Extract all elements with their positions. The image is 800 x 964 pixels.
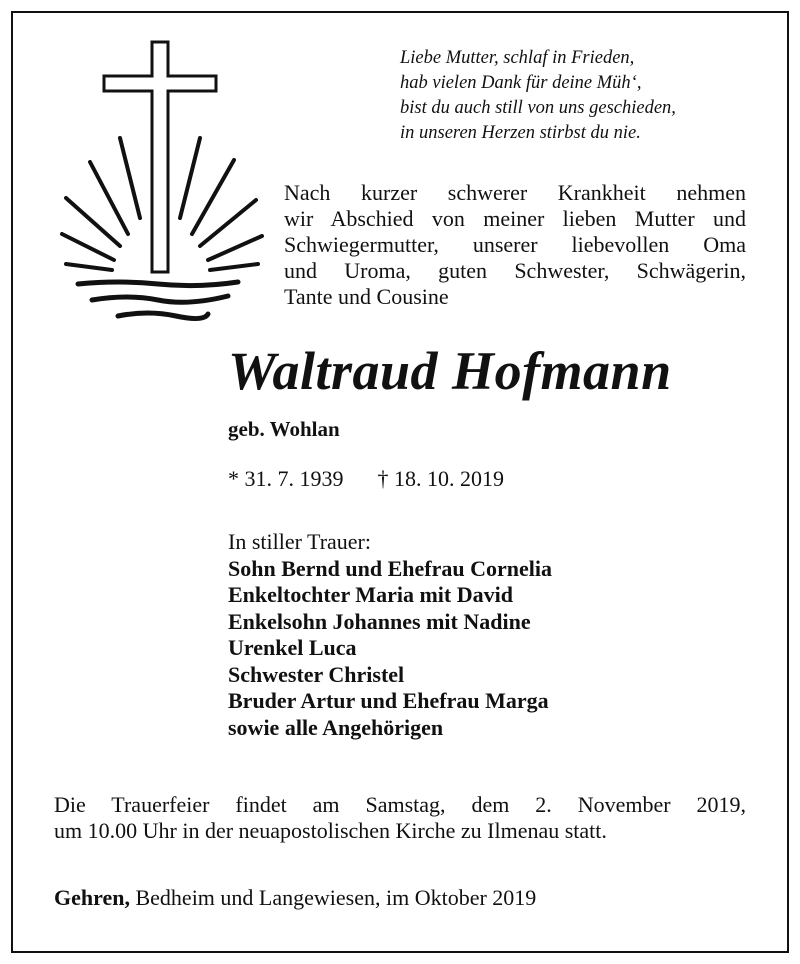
mourner: Urenkel Luca [228, 635, 357, 660]
mourner: Enkelsohn Johannes mit Nadine [228, 608, 531, 634]
life-dates [228, 466, 504, 492]
cross-over-water-sunrise-icon [58, 38, 268, 328]
funeral-info [54, 792, 746, 844]
announcement-line: Tante und Cousine [284, 284, 449, 309]
mourner: Sohn Bernd und Ehefrau Cornelia [228, 555, 552, 581]
maiden-name: geb. Wohlan [228, 417, 340, 441]
deceased-name: Waltraud Hofmann [228, 341, 672, 401]
poem-line: bist du auch still von uns geschieden, [400, 98, 676, 118]
poem-line: hab vielen Dank für deine Müh‘, [400, 73, 642, 93]
town-name: Gehren, [54, 885, 130, 910]
birth-date: * 31. 7. 1939 [228, 466, 344, 491]
mourner: Schwester Christel [228, 661, 405, 687]
mourners-heading: In stiller Trauer: [228, 529, 371, 554]
announcement-line: wir Abschied von meiner lieben Mutter und [284, 206, 746, 231]
announcement-line: Nach kurzer schwerer Krankheit nehmen [284, 180, 746, 205]
mourner: Bruder Artur und Ehefrau Marga [228, 688, 549, 713]
funeral-line: um 10.00 Uhr in der neuapostolischen Kirche zu Ilmenau statt. [54, 818, 607, 843]
mourner: sowie alle Angehörigen [228, 714, 444, 740]
announcement-line: und Uroma, guten Schwester, Schwägerin, [284, 258, 746, 283]
death-date: † 18. 10. 2019 [377, 466, 504, 491]
memorial-poem [400, 46, 760, 146]
poem-line: Liebe Mutter, schlaf in Frieden, [400, 48, 635, 68]
mourners-list [228, 529, 552, 741]
poem-line: in unseren Herzen stirbst du nie. [400, 123, 641, 143]
place-date-rest: Bedheim und Langewiesen, im Oktober 2019 [129, 885, 537, 910]
place-and-date [54, 885, 536, 911]
announcement-text [284, 180, 746, 310]
announcement-line: Schwiegermutter, unserer liebevollen Oma [284, 232, 746, 257]
mourner: Enkeltochter Maria mit David [228, 582, 513, 607]
funeral-line: Die Trauerfeier findet am Samstag, dem 2. November 2019, [54, 792, 746, 817]
